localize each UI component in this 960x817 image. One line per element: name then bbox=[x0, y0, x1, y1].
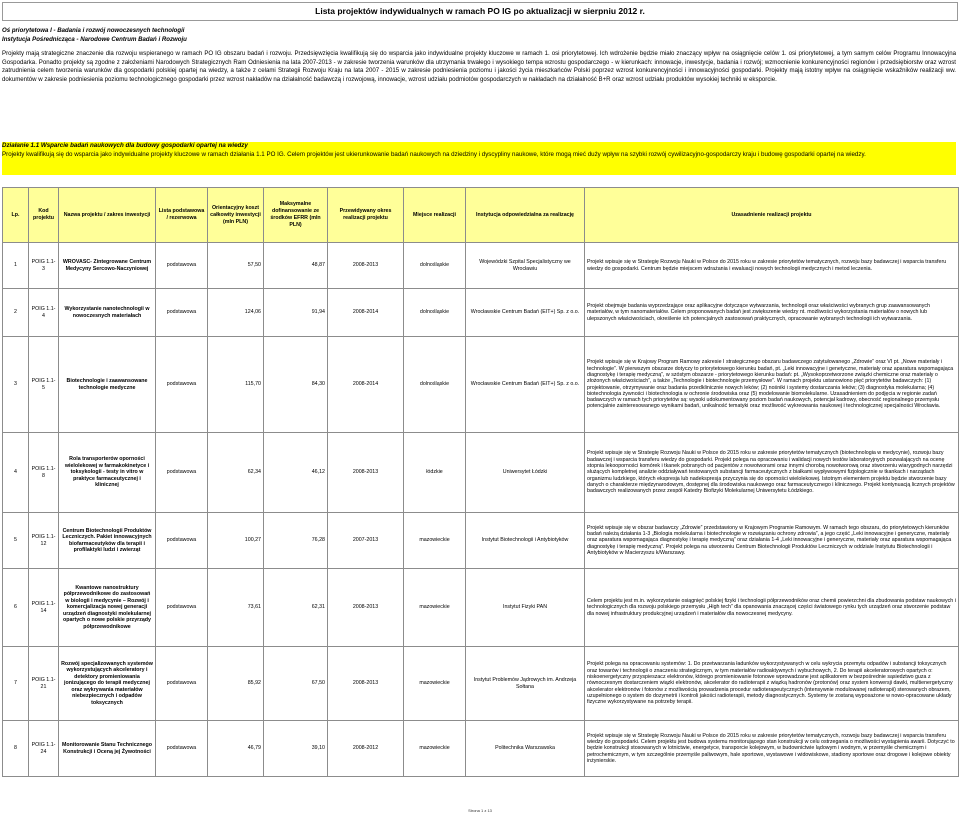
cell-koszt: 73,61 bbox=[208, 569, 264, 647]
cell-okres: 2008-2013 bbox=[328, 569, 404, 647]
cell-dofinansowanie: 84,30 bbox=[264, 337, 328, 433]
cell-instytucja: Instytut Problemów Jądrowych im. Andrzeja Sołtana bbox=[466, 647, 585, 721]
cell-instytucja: Instytut Fizyki PAN bbox=[466, 569, 585, 647]
cell-uzasadnienie: Projekt wpisuje się w Krajowy Program Ramowy zakresie I strategicznego obszaru badawczego zatytułowanego „Zdrowie” oraz VI pt. „Nowe materiały i technologie”. W pierwszym obszarze dotyczy to priorytetowego kierunku badań, pt. „Leki innowacyjne i genetyczne, materiały oraz aparatura wspomagająca diagnostykę i terapię medyczną”, w szóstym obszarze - priorytetowego kierunku badań: pt. „Wysokoprzetworzone związki chemiczne oraz materiały o złożonych właściwościach”, a także „Technologie i biotechnologie przemysłowe”. W ramach projektu ustanowiono pięć priorytetów badawczych: (1) projektowanie, otrzymywanie oraz badania przedklinicznie nowych leków; (2) nośniki i systemy dostarczania leków; (3) diagnostyka molekularna; (4) biotechnologia żywności i biotechnologia w ochronie środowiska oraz (5) modelowanie biomolekularne. Uzasadnieniem do podjęcia w regionie zadań badawczych w ramach tych priorytetów są: wysoki udokumentowany poziom badań naukowych, potencjał kadrowy, obecność regionalnego przemysłu potencjalnie zainteresowanego wynikami badań, unikalność tematyki oraz możliwość wykreowania naukowej i technologicznej specjalności Wrocławia. bbox=[585, 337, 959, 433]
header-okres: Przewidywany okres realizacji projektu bbox=[328, 188, 404, 243]
table-row bbox=[3, 289, 959, 337]
cell-nazwa: Wykorzystanie nanotechnologii w nowoczesnych materiałach bbox=[59, 289, 156, 337]
cell-okres: 2008-2014 bbox=[328, 289, 404, 337]
cell-kod: POIG 1.1-12 bbox=[29, 513, 59, 569]
cell-kod: POIG 1.1-24 bbox=[29, 721, 59, 777]
cell-lista: podstawowa bbox=[156, 721, 208, 777]
cell-miejsce: łódzkie bbox=[404, 433, 466, 513]
cell-miejsce: mazowieckie bbox=[404, 513, 466, 569]
cell-nazwa: Biotechnologie i zaawansowane technologie medyczne bbox=[59, 337, 156, 433]
measure-section bbox=[2, 142, 956, 175]
cell-lista: podstawowa bbox=[156, 513, 208, 569]
header-uzasadnienie: Uzasadnienie realizacji projektu bbox=[585, 188, 959, 243]
cell-miejsce: mazowieckie bbox=[404, 647, 466, 721]
cell-uzasadnienie: Celem projektu jest m.in. wykorzystanie osiągnięć polskiej fizyki i technologii półprzewodników oraz chemii powierzchni dla zbudowania podstaw naukowych i technologicznych dla rozwoju polskiego przemysłu „High tech” dla opanowania znaczącej części światowego rynku tych urządzeń oraz stworzenie podstaw dla nowej infrastruktury produkcyjnej urządzeń i materiałów dla nowoczesnej medycyny. bbox=[585, 569, 959, 647]
table-header-row bbox=[3, 188, 959, 243]
cell-okres: 2008-2013 bbox=[328, 433, 404, 513]
cell-kod: POIG 1.1-14 bbox=[29, 569, 59, 647]
cell-miejsce: mazowieckie bbox=[404, 721, 466, 777]
cell-uzasadnienie: Projekt polega na opracowaniu systemów: 1. Do przetwarzania ładunków wykorzystywanych w celu wykrycia przemytu odpadów i substancji toksycznych oraz towarów i technologii o znaczeniu strategicznym, w tym materiałów radioaktywnych i wybuchowych, 2. Do terapii akceleratorowych opartych o: niskoenergetyczny przyspieszacz elektronów, którego promieniowanie fotonowe wprowadzane jest aplikatorem w bezpośrednie sąsiedztwo guza z równoczesnym dostarczeniem wiązki elektronów, akcelerator do radioterapii z wiązką hadronów (protonów) oraz system konwersji dawki, multienergetyczny akcelerator elektronów i fotonów z możliwością prowadzenia procedur radioterapeutycznych (intensywnie modulowanej radioterapii) sterowanych obrazem, uzupełnionego o system do dozymetrii i kontroli jakości radioterapii, metody diagnostycznych. Systemy te zostaną wyposażone w nowo-opracowane układy fizyczne wykorzystywane na potrzeby terapii. bbox=[585, 647, 959, 721]
cell-dofinansowanie: 48,87 bbox=[264, 243, 328, 289]
cell-koszt: 62,34 bbox=[208, 433, 264, 513]
cell-nazwa: Monitorowanie Stanu Technicznego Konstrukcji i Oceną jej Żywotności bbox=[59, 721, 156, 777]
cell-kod: POIG 1.1-5 bbox=[29, 337, 59, 433]
cell-lista: podstawowa bbox=[156, 337, 208, 433]
cell-uzasadnienie: Projekt wpisuje się w Strategię Rozwoju Nauki w Polsce do 2015 roku w zakresie priorytetów tematycznych, rozwoju bazy badawczej i wsparcia transferu wiedzy do gospodarki. Celem projektu jest budowa systemu monitorującego stan konstrukcji w celu ostrzegania o możliwości wystąpienia awarii. Dotyczyć to będzie konstrukcji stosowanych w lotnictwie, energetyce, transporcie kolejowym, w budownictwie lądowym i wodnym, w przemyśle chemicznym i petrochemicznym, w tym szczególnie przemyśle paliwowym, hale sportowe, wystawowe i widowiskowe, stadiony sportowe oraz drogowe i kolejowe obiekty inżynierskie. bbox=[585, 721, 959, 777]
priority-axis-heading: Oś priorytetowa I - Badania i rozwój nowoczesnych technologii bbox=[2, 27, 185, 34]
cell-dofinansowanie: 76,28 bbox=[264, 513, 328, 569]
table-row bbox=[3, 433, 959, 513]
table-row bbox=[3, 513, 959, 569]
cell-nazwa: Kwantowe nanostruktury półprzewodnikowe do zastosowań w biologii i medycynie – Rozwój i komercjalizacja nowej generacji urządzeń diagnostyki molekularnej opartych o nowe polskie przyrządy półprzewodnikowe bbox=[59, 569, 156, 647]
header-nazwa: Nazwa projektu / zakres inwestycji bbox=[59, 188, 156, 243]
cell-lp: 6 bbox=[3, 569, 29, 647]
cell-koszt: 46,79 bbox=[208, 721, 264, 777]
cell-koszt: 85,92 bbox=[208, 647, 264, 721]
header-kod: Kod projektu bbox=[29, 188, 59, 243]
measure-description: Projekty kwalifikują się do wsparcia jako indywidualne projekty kluczowe w ramach działania 1.1 PO IG. Celem projektów jest ukierunkowanie badań naukowych na dziedziny i dyscypliny naukowe, które mogą mieć duży wpływ na szybki rozwój cywilizacyjno-gospodarczy kraju i budowę gospodarki opartej na wiedzy. bbox=[2, 150, 866, 158]
cell-kod: POIG 1.1-3 bbox=[29, 243, 59, 289]
cell-dofinansowanie: 62,31 bbox=[264, 569, 328, 647]
cell-lp: 1 bbox=[3, 243, 29, 289]
cell-koszt: 124,06 bbox=[208, 289, 264, 337]
cell-kod: POIG 1.1-4 bbox=[29, 289, 59, 337]
cell-nazwa: WROVASC- Zintegrowane Centrum Medycyny Sercowo-Naczyniowej bbox=[59, 243, 156, 289]
header-instytucja: Instytucja odpowiedzialna za realizację bbox=[466, 188, 585, 243]
cell-uzasadnienie: Projekt wpisuje się w Strategię Rozwoju Nauki w Polsce do 2015 roku w zakresie priorytetów tematycznych (biotechnologia w medycynie), rozwoju bazy badawczej i wsparcia transferu wiedzy do gospodarki. Projekt polega na opracowaniu i walidacji nowych testów laboratoryjnych pozwalających na ocenę stopnia lekooporności komórek i tkanek pobranych od pacjentów z nowotworami oraz innymi chorobą nowotworową oraz stworzeniu wiarygodnych narzędzi służących kompletnej analizie oddziaływań testowanych substancji farmaceutycznych z białkami wypływowymi fizjologicznie w tkankach i narządach organizmu ludzkiego, których ekspresja lub nadekspresja przyczynia się do oporności wielolekowej. Istotnym elementem projektu będzie stworzenie bazy danych o charakterze międzynarodowym, dostępnej dla środowiska naukowego oraz farmaceutycznego i klinicznego. Projekt kontynuacją licznych projektów badawczych realizowanych przez zespół Katedry Biofizyki Molekularnej Uniwersytetu Łódzkiego. bbox=[585, 433, 959, 513]
cell-koszt: 115,70 bbox=[208, 337, 264, 433]
cell-instytucja: Politechnika Warszawska bbox=[466, 721, 585, 777]
cell-nazwa: Centrum Biotechnologii Produktów Leczniczych. Pakiet innowacyjnych biofarmaceutyków dla terapii i profilaktyki ludzi i zwierząt bbox=[59, 513, 156, 569]
cell-uzasadnienie: Projekt wpisuje się w obszar badawczy „Zdrowie” przedstawiony w Krajowym Programie Ramowym. W ramach tego obszaru, do priorytetowych kierunków badań należą działania 1-3 „Biologia molekularna i biotechnologie w rozwiązaniu ochrony zdrowia”, a jego część „Leki innowacyjne i generyczne, materiały oraz aparatura wspomagająca diagnostykę i terapię medyczną” oraz działania 1-4 „Leki innowacyjne i generyczne, materiały oraz aparatura wspomagająca diagnostykę i terapię medyczną”. Projekt polega na utworzeniu Centrum Biotechnologii Produktów Leczniczych w oddziale Instytutu Biotechnologii i Antybiotyków w Macierzyszu k/Warszawy. bbox=[585, 513, 959, 569]
header-miejsce: Miejsce realizacji bbox=[404, 188, 466, 243]
cell-instytucja: Wrocławskie Centrum Badań (EIT+) Sp. z o.o. bbox=[466, 337, 585, 433]
cell-dofinansowanie: 67,50 bbox=[264, 647, 328, 721]
table-row bbox=[3, 721, 959, 777]
cell-lp: 7 bbox=[3, 647, 29, 721]
priority-description: Projekty mają strategiczne znaczenie dla rozwoju wspieranego w ramach PO IG obszaru badań i rozwoju. Przedsięwzięcia kwalifikują się do wsparcia jako indywidualne projekty kluczowe w ramach 1. osi priorytetowej. Ich wdrożenie będzie miało znaczący wpływ na osiągnięcie celów 1. osi priorytetowej, a tym samym celów Programu Innowacyjna Gospodarka. Ponadto projekty są zgodne z założeniami Narodowych Strategicznych Ram Odniesienia na lata 2007-2013 - w zakresie tworzenia warunków dla utrzymania trwałego i wysokiego tempa wzrostu gospodarczego - w kierunkach: innowacje, inwestycje, badania i rozwój; wzmocnienie konkurencyjności regionów i przedsiębiorstw oraz wzrost zatrudnienia celem tworzenia warunków dla gospodarki polskiej opartej na wiedzy, a także z celami Strategii Rozwoju Kraju na lata 2007 - 2015 w zakresie podniesienia poziomu i jakości życia mieszkańców Polski poprzez wzrost konkurencyjności i innowacyjności gospodarki. Projekty mają istotny wpływ na osiągnięcie wskaźników realizacji ww. dokumentów w zakresie podniesienia poziomu technologicznego gospodarki przez wzrost nakładów na działalność badawczą i rozwojową, innowacje, wzrost udziału podmiotów gospodarczych w nakładach na działalność B+R oraz wzrost udziału produktów wysokiej techniki w eksporcie. bbox=[2, 50, 956, 83]
cell-lp: 3 bbox=[3, 337, 29, 433]
cell-lp: 8 bbox=[3, 721, 29, 777]
cell-lp: 4 bbox=[3, 433, 29, 513]
cell-lp: 5 bbox=[3, 513, 29, 569]
header-dofinansowanie: Maksymalne dofinansowanie ze środków EFRR (mln PLN) bbox=[264, 188, 328, 243]
cell-nazwa: Rola transporterów oporności wielolekowej w farmakokinetyce i toksykologii - testy in vitro w praktyce farmaceutycznej i klinicznej bbox=[59, 433, 156, 513]
cell-koszt: 57,50 bbox=[208, 243, 264, 289]
cell-uzasadnienie: Projekt obejmuje badania wyprzedzające oraz aplikacyjne dotyczące wytwarzania, technologii oraz właściwości wybranych grup zaawansowanych materiałów, w tym nanomateriałów. Celem proponowanych badań jest zwiększenie wiedzy nt. możliwości wykorzystania materiałów o nowych lub ulepszonych właściwościach, określenie ich potencjalnych zastosowań praktycznych, opracowanie wybranych technologii ich wytwarzania. bbox=[585, 289, 959, 337]
cell-miejsce: dolnośląskie bbox=[404, 243, 466, 289]
cell-lista: podstawowa bbox=[156, 647, 208, 721]
cell-uzasadnienie: Projekt wpisuje się w Strategię Rozwoju Nauki w Polsce do 2015 roku w zakresie priorytetów tematycznych, rozwoju bazy badawczej i wsparcia transferu wiedzy do gospodarki. Centrum będzie miejscem wdrażania i ewaluacji nowych technologii medycznych i metod leczenia. bbox=[585, 243, 959, 289]
cell-nazwa: Rozwój specjalizowanych systemów wykorzystujących akceleratory i detektory promieniowania jonizującego do terapii medycznej oraz wykrywania materiałów niebezpiecznych i odpadów toksycznych bbox=[59, 647, 156, 721]
document-title: Lista projektów indywidualnych w ramach PO IG po aktualizacji w sierpniu 2012 r. bbox=[2, 2, 958, 21]
cell-miejsce: dolnośląskie bbox=[404, 337, 466, 433]
cell-kod: POIG 1.1-21 bbox=[29, 647, 59, 721]
table-row bbox=[3, 337, 959, 433]
cell-koszt: 100,27 bbox=[208, 513, 264, 569]
cell-lp: 2 bbox=[3, 289, 29, 337]
table-row bbox=[3, 243, 959, 289]
cell-dofinansowanie: 46,12 bbox=[264, 433, 328, 513]
priority-section bbox=[2, 27, 956, 135]
cell-okres: 2008-2012 bbox=[328, 721, 404, 777]
table-row bbox=[3, 569, 959, 647]
cell-kod: POIG 1.1-8 bbox=[29, 433, 59, 513]
cell-dofinansowanie: 91,94 bbox=[264, 289, 328, 337]
projects-table bbox=[2, 187, 959, 777]
cell-okres: 2007-2013 bbox=[328, 513, 404, 569]
cell-dofinansowanie: 39,10 bbox=[264, 721, 328, 777]
cell-instytucja: Wrocławskie Centrum Badań (EIT+) Sp. z o.o. bbox=[466, 289, 585, 337]
table-row bbox=[3, 647, 959, 721]
cell-instytucja: Uniwersytet Łódzki bbox=[466, 433, 585, 513]
cell-miejsce: dolnośląskie bbox=[404, 289, 466, 337]
header-lp: Lp. bbox=[3, 188, 29, 243]
page-number: Strona 1 z 13 bbox=[468, 808, 492, 813]
cell-okres: 2008-2013 bbox=[328, 243, 404, 289]
header-koszt: Orientacyjny koszt całkowity inwestycji (mln PLN) bbox=[208, 188, 264, 243]
cell-instytucja: Instytut Biotechnologii i Antybiotyków bbox=[466, 513, 585, 569]
cell-lista: podstawowa bbox=[156, 289, 208, 337]
cell-okres: 2008-2013 bbox=[328, 647, 404, 721]
cell-okres: 2008-2014 bbox=[328, 337, 404, 433]
cell-lista: podstawowa bbox=[156, 433, 208, 513]
cell-lista: podstawowa bbox=[156, 569, 208, 647]
cell-lista: podstawowa bbox=[156, 243, 208, 289]
cell-miejsce: mazowieckie bbox=[404, 569, 466, 647]
header-lista: Lista podstawowa / rezerwowa bbox=[156, 188, 208, 243]
measure-heading: Działanie 1.1 Wsparcie badań naukowych dla budowy gospodarki opartej na wiedzy bbox=[2, 142, 248, 149]
cell-instytucja: Wojewódzki Szpital Specjalistyczny we Wrocławiu bbox=[466, 243, 585, 289]
intermediate-body-heading: Instytucja Pośrednicząca - Narodowe Centrum Badań i Rozwoju bbox=[2, 35, 187, 43]
